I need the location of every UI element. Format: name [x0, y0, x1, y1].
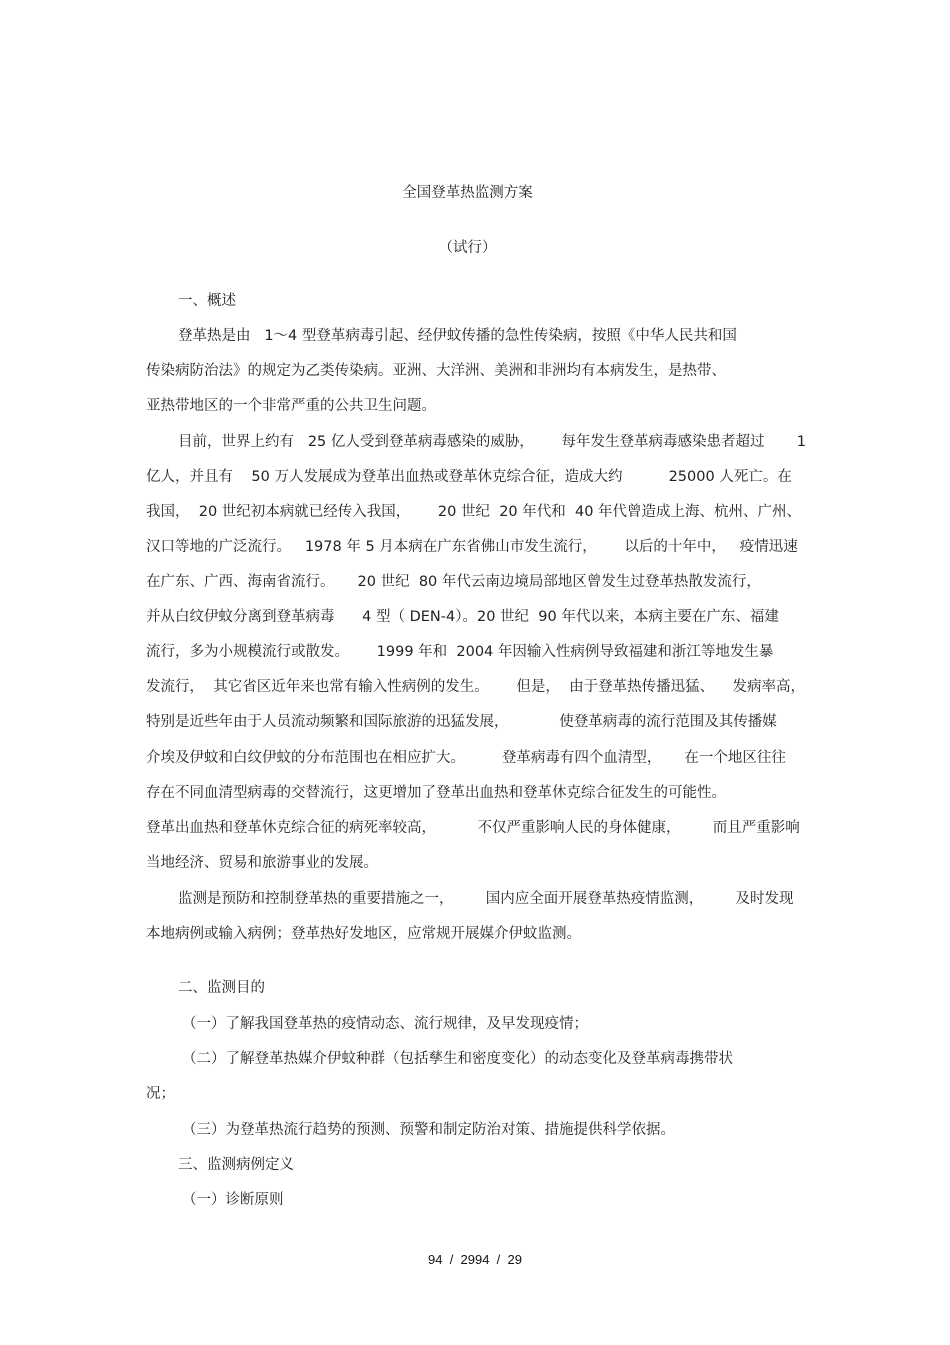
paragraph-line: 登革出血热和登革休克综合征的病死率较高， 不仅严重影响人民的身体健康， 而且严重影响 [146, 820, 800, 836]
list-item-continuation: 况； [146, 1086, 175, 1102]
paragraph-line: 存在不同血清型病毒的交替流行，这更增加了登革出血热和登革休克综合征发生的可能性。 [146, 785, 726, 801]
paragraph-line: 特别是近些年由于人员流动频繁和国际旅游的迅猛发展， 使登革病毒的流行范围及其传播媒 [146, 714, 777, 730]
list-item: （三）为登革热流行趋势的预测、预警和制定防治对策、措施提供科学依据。 [182, 1122, 675, 1138]
paragraph-line: 本地病例或输入病例；登革热好发地区，应常规开展媒介伊蚊监测。 [146, 926, 581, 942]
paragraph-line: 监测是预防和控制登革热的重要措施之一， 国内应全面开展登革热疫情监测， 及时发现 [178, 891, 794, 907]
section-heading-purpose: 二、监测目的 [178, 980, 265, 996]
paragraph-line: 并从白纹伊蚊分离到登革病毒 4 型（ DEN-4）。20 世纪 90 年代以来，本病主要在广东、福建 [146, 609, 779, 625]
paragraph-line: 介埃及伊蚊和白纹伊蚊的分布范围也在相应扩大。 登革病毒有四个血清型， 在一个地区往往 [146, 750, 786, 766]
subsection-heading: （一）诊断原则 [182, 1192, 284, 1208]
paragraph-line: 我国， 20 世纪初本病就已经传入我国， 20 世纪 20 年代和 40 年代曾造成上海、杭州、广州、 [146, 504, 802, 520]
paragraph-line: 传染病防治法》的规定为乙类传染病。亚洲、大洋洲、美洲和非洲均有本病发生，是热带、 [146, 363, 726, 379]
document-title: 全国登革热监测方案 [402, 185, 533, 201]
paragraph-line: 亿人，并且有 50 万人发展成为登革出血热或登革休克综合征，造成大约 25000 人死亡。在 [146, 469, 792, 485]
list-item: （二）了解登革热媒介伊蚊种群（包括孳生和密度变化）的动态变化及登革病毒携带状 [182, 1051, 733, 1067]
paragraph-line: 当地经济、贸易和旅游事业的发展。 [146, 855, 378, 871]
list-item: （一）了解我国登革热的疫情动态、流行规律，及早发现疫情； [182, 1016, 588, 1032]
paragraph-line: 在广东、广西、海南省流行。 20 世纪 80 年代云南边境局部地区曾发生过登革热散发流行， [146, 574, 761, 590]
paragraph-line: 流行，多为小规模流行或散发。 1999 年和 2004 年因输入性病例导致福建和浙江等地发生暴 [146, 644, 774, 660]
paragraph-line: 汉口等地的广泛流行。 1978 年 5 月本病在广东省佛山市发生流行， 以后的十年中， 疫情迅速 [146, 539, 798, 555]
paragraph-line: 登革热是由 1～4 型登革病毒引起、经伊蚊传播的急性传染病，按照《中华人民共和国 [178, 328, 737, 344]
document-subtitle: （试行） [438, 240, 497, 256]
paragraph-line: 亚热带地区的一个非常严重的公共卫生问题。 [146, 398, 436, 414]
page-number: 94 / 2994 / 29 [428, 1252, 522, 1267]
paragraph-line: 目前，世界上约有 25 亿人受到登革病毒感染的威胁， 每年发生登革病毒感染患者超过 1 [178, 434, 807, 450]
section-heading-overview: 一、概述 [178, 293, 236, 309]
section-heading-case-definition: 三、监测病例定义 [178, 1157, 294, 1173]
paragraph-line: 发流行， 其它省区近年来也常有输入性病例的发生。 但是， 由于登革热传播迅猛、 发病率高， [146, 679, 806, 695]
